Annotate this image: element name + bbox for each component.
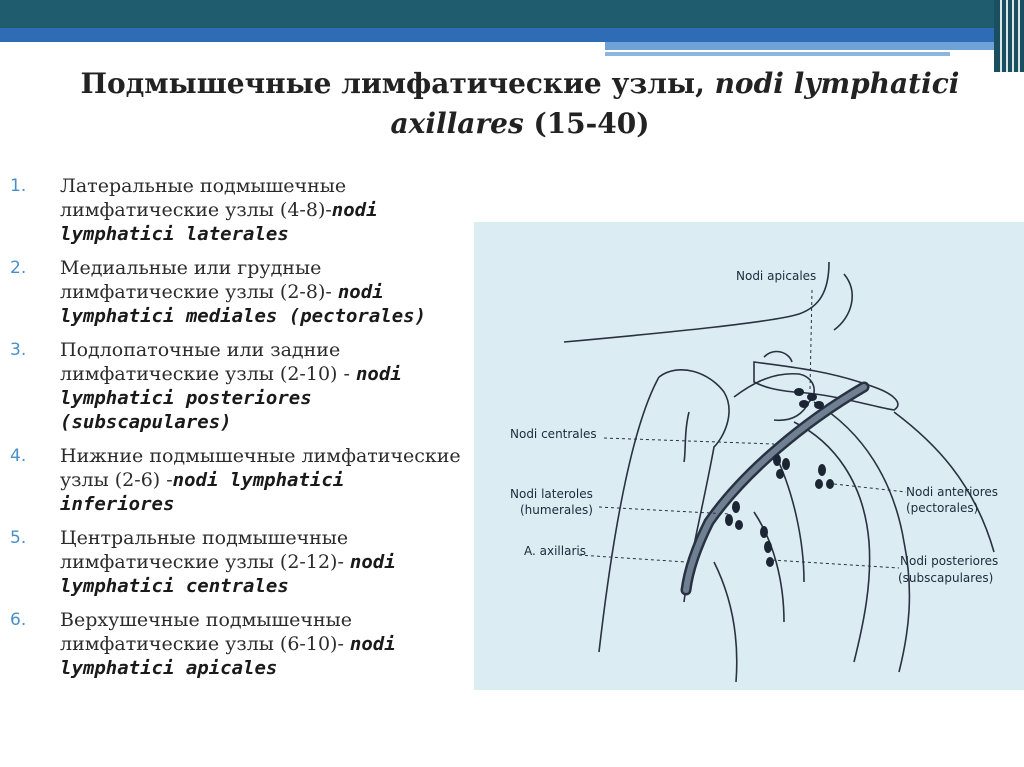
item-latin: nodi lymphatici apicales xyxy=(60,633,396,679)
list-number: 4. xyxy=(10,446,27,466)
label-laterales-sub: (humerales) xyxy=(520,503,593,517)
list-item xyxy=(10,256,470,328)
diagram-drawing xyxy=(474,222,1024,690)
label-anteriores-sub: (pectorales) xyxy=(906,501,979,515)
label-apicales: Nodi apicales xyxy=(736,269,817,283)
node-anterior xyxy=(818,464,826,476)
node-central xyxy=(776,469,784,479)
list-item xyxy=(10,444,470,516)
node-posterior xyxy=(764,541,772,553)
list-item xyxy=(10,338,470,434)
item-russian: Подлопаточные или задние лимфатические узлы (2-10) - xyxy=(60,339,356,385)
item-russian: Верхушечные подмышечные лимфатические узлы (6-10)- xyxy=(60,609,353,655)
neck-outline xyxy=(834,274,852,330)
node-lateral xyxy=(735,520,743,530)
item-latin: nodi lymphatici mediales (pectorales) xyxy=(60,281,427,327)
clavicle-outline xyxy=(754,362,898,410)
title-latin: nodi lymphatici axillares xyxy=(390,67,960,140)
header-band-blue xyxy=(0,28,1000,42)
label-axillaris: A. axillaris xyxy=(524,544,586,558)
node-posterior xyxy=(760,526,768,538)
node-anterior xyxy=(826,479,834,489)
node-group-list xyxy=(10,174,470,690)
list-number: 2. xyxy=(10,258,27,278)
header-band-light xyxy=(605,42,1000,50)
node-anterior xyxy=(815,479,823,489)
item-latin: nodi lymphatici centrales xyxy=(60,551,396,597)
node-apical xyxy=(814,401,824,409)
label-anteriores: Nodi anteriores xyxy=(906,485,999,499)
item-russian: Центральные подмышечные лимфатические узлы (2-12)- xyxy=(60,527,350,573)
node-central xyxy=(773,454,781,466)
node-posterior xyxy=(766,557,774,567)
axillary-diagram xyxy=(474,222,1024,690)
title-russian: Подмышечные лимфатические узлы, xyxy=(80,67,715,100)
header-corner-stripes xyxy=(994,0,1024,72)
list-number: 5. xyxy=(10,528,27,548)
item-russian: Латеральные подмышечные лимфатические узлы (4-8)- xyxy=(60,175,347,221)
item-russian: Медиальные или грудные лимфатические узлы (2-8)- xyxy=(60,257,338,303)
label-laterales: Nodi lateroles xyxy=(510,487,593,501)
slide-title xyxy=(80,64,960,144)
list-number: 6. xyxy=(10,610,27,630)
header-band-dark xyxy=(0,0,1024,28)
header-band-light-thin xyxy=(605,52,950,56)
node-lateral xyxy=(725,514,733,526)
list-number: 3. xyxy=(10,340,27,360)
label-centrales: Nodi centrales xyxy=(510,427,597,441)
item-russian: Нижние подмышечные лимфатические узлы (2-6) - xyxy=(60,445,461,491)
list-item xyxy=(10,526,470,598)
label-posteriores-sub: (subscapulares) xyxy=(898,571,994,585)
list-item xyxy=(10,608,470,680)
item-latin: nodi lymphatici laterales xyxy=(60,199,378,245)
node-apical xyxy=(807,393,817,401)
label-posteriores: Nodi posteriores xyxy=(900,554,999,568)
item-latin: nodi lymphatici inferiores xyxy=(60,469,345,515)
node-apical xyxy=(794,388,804,396)
node-apical xyxy=(799,400,809,408)
list-number: 1. xyxy=(10,176,27,196)
node-central xyxy=(782,458,790,470)
list-item xyxy=(10,174,470,246)
title-count: (15-40) xyxy=(523,107,650,140)
item-latin: nodi lymphatici posteriores (subscapulares) xyxy=(60,363,402,433)
humerus-outline xyxy=(599,377,659,652)
node-lateral xyxy=(732,501,740,513)
